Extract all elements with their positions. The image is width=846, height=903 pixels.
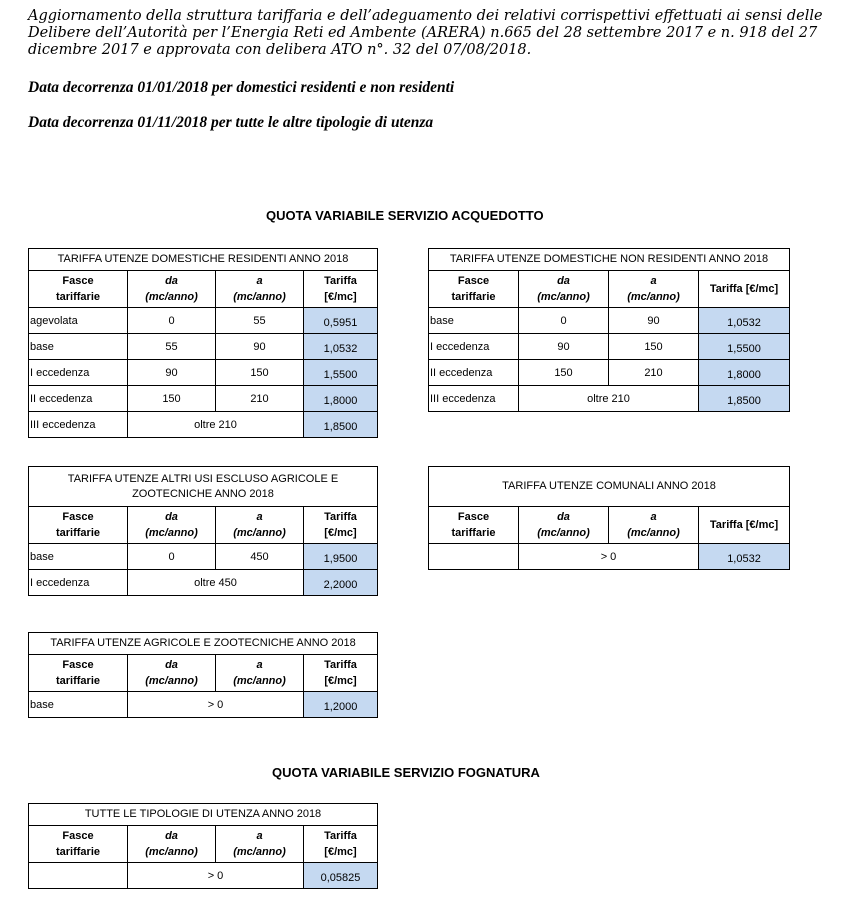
cell-fascia: III eccedenza bbox=[29, 412, 128, 438]
table-row bbox=[29, 360, 378, 386]
cell-fascia: I eccedenza bbox=[29, 360, 128, 386]
date-domestic: Data decorrenza 01/01/2018 per domestici residenti e non residenti bbox=[28, 79, 455, 96]
header-a: a (mc/anno) bbox=[216, 507, 304, 544]
cell-fascia: base bbox=[29, 544, 128, 570]
cell-da: 0 bbox=[519, 308, 609, 334]
cell-fascia: II eccedenza bbox=[429, 360, 519, 386]
cell-tariffa: 1,0532 bbox=[699, 308, 790, 334]
table-row bbox=[29, 308, 378, 334]
cell-da: 150 bbox=[519, 360, 609, 386]
cell-a: 450 bbox=[216, 544, 304, 570]
table-row bbox=[29, 863, 378, 889]
cell-range: > 0 bbox=[128, 863, 304, 889]
cell-tariffa: 1,5500 bbox=[699, 334, 790, 360]
header-tariffa: Tariffa [€/mc] bbox=[304, 826, 378, 863]
table-agricultural bbox=[28, 632, 378, 718]
header-fasce: Fasce tariffarie bbox=[29, 271, 128, 308]
section-title-fognatura: QUOTA VARIABILE SERVIZIO FOGNATURA bbox=[272, 765, 540, 780]
cell-tariffa: 1,0532 bbox=[699, 544, 790, 570]
cell-a: 150 bbox=[216, 360, 304, 386]
header-tariffa: Tariffa [€/mc] bbox=[304, 271, 378, 308]
cell-tariffa: 2,2000 bbox=[304, 570, 378, 596]
table-row bbox=[29, 334, 378, 360]
cell-tariffa: 1,8500 bbox=[304, 412, 378, 438]
cell-tariffa: 1,9500 bbox=[304, 544, 378, 570]
cell-tariffa: 1,8000 bbox=[304, 386, 378, 412]
header-fasce: Fasce tariffarie bbox=[429, 271, 519, 308]
table-row bbox=[29, 570, 378, 596]
table-title: TARIFFA UTENZE DOMESTICHE NON RESIDENTI ANNO 2018 bbox=[429, 249, 790, 271]
table-row bbox=[429, 386, 790, 412]
header-fasce: Fasce tariffarie bbox=[29, 655, 128, 692]
table-domestic-residents bbox=[28, 248, 378, 438]
cell-fascia: base bbox=[429, 308, 519, 334]
cell-a: 150 bbox=[609, 334, 699, 360]
header-da: da (mc/anno) bbox=[128, 507, 216, 544]
cell-tariffa: 0,05825 bbox=[304, 863, 378, 889]
header-fasce: Fasce tariffarie bbox=[429, 507, 519, 544]
cell-da: 0 bbox=[128, 544, 216, 570]
cell-tariffa: 1,5500 bbox=[304, 360, 378, 386]
header-a: a (mc/anno) bbox=[609, 507, 699, 544]
cell-a: 90 bbox=[216, 334, 304, 360]
cell-tariffa: 1,0532 bbox=[304, 334, 378, 360]
table-row bbox=[429, 544, 790, 570]
cell-a: 210 bbox=[609, 360, 699, 386]
header-fasce: Fasce tariffarie bbox=[29, 826, 128, 863]
table-row bbox=[29, 544, 378, 570]
cell-da: 90 bbox=[128, 360, 216, 386]
header-da: da (mc/anno) bbox=[128, 826, 216, 863]
cell-a: 90 bbox=[609, 308, 699, 334]
table-row bbox=[29, 692, 378, 718]
header-a: a (mc/anno) bbox=[216, 826, 304, 863]
cell-fascia: agevolata bbox=[29, 308, 128, 334]
table-sewerage bbox=[28, 803, 378, 889]
header-tariffa: Tariffa [€/mc] bbox=[304, 507, 378, 544]
cell-range: > 0 bbox=[128, 692, 304, 718]
cell-fascia: base bbox=[29, 334, 128, 360]
header-a: a (mc/anno) bbox=[216, 271, 304, 308]
cell-a: 55 bbox=[216, 308, 304, 334]
section-title-acquedotto: QUOTA VARIABILE SERVIZIO ACQUEDOTTO bbox=[266, 208, 544, 223]
cell-fascia: I eccedenza bbox=[429, 334, 519, 360]
table-domestic-non-residents bbox=[428, 248, 790, 412]
table-title: TARIFFA UTENZE DOMESTICHE RESIDENTI ANNO 2018 bbox=[29, 249, 378, 271]
cell-tariffa: 0,5951 bbox=[304, 308, 378, 334]
header-tariffa: Tariffa [€/mc] bbox=[699, 507, 790, 544]
intro-paragraph: Aggiornamento della struttura tariffaria e dell’adeguamento dei relativi corrispettivi effettuati ai sensi delle Delibere dell’Autorità per l’Energia Reti ed Ambente (ARERA) n.665 del 28 settembre 2017 e n. 918 del 27 dicembre 2017 e approvata con delibera ATO n°. 32 del 07/08/2018. bbox=[28, 8, 823, 58]
cell-da: 55 bbox=[128, 334, 216, 360]
header-tariffa: Tariffa [€/mc] bbox=[699, 271, 790, 308]
cell-range: oltre 450 bbox=[128, 570, 304, 596]
cell-tariffa: 1,8500 bbox=[699, 386, 790, 412]
cell-fascia bbox=[429, 544, 519, 570]
cell-tariffa: 1,2000 bbox=[304, 692, 378, 718]
cell-range: oltre 210 bbox=[128, 412, 304, 438]
cell-range: oltre 210 bbox=[519, 386, 699, 412]
header-a: a (mc/anno) bbox=[216, 655, 304, 692]
cell-da: 90 bbox=[519, 334, 609, 360]
table-row bbox=[29, 386, 378, 412]
cell-fascia: base bbox=[29, 692, 128, 718]
cell-tariffa: 1,8000 bbox=[699, 360, 790, 386]
table-title: TARIFFA UTENZE COMUNALI ANNO 2018 bbox=[429, 467, 790, 507]
header-da: da (mc/anno) bbox=[128, 271, 216, 308]
header-da: da (mc/anno) bbox=[519, 507, 609, 544]
cell-da: 150 bbox=[128, 386, 216, 412]
table-row bbox=[29, 412, 378, 438]
cell-fascia: II eccedenza bbox=[29, 386, 128, 412]
table-row bbox=[429, 360, 790, 386]
table-other-uses bbox=[28, 466, 378, 596]
cell-range: > 0 bbox=[519, 544, 699, 570]
table-title: TARIFFA UTENZE ALTRI USI ESCLUSO AGRICOLE E ZOOTECNICHE ANNO 2018 bbox=[29, 467, 378, 507]
header-fasce: Fasce tariffarie bbox=[29, 507, 128, 544]
header-tariffa: Tariffa [€/mc] bbox=[304, 655, 378, 692]
header-da: da (mc/anno) bbox=[128, 655, 216, 692]
table-municipal bbox=[428, 466, 790, 570]
table-row bbox=[429, 308, 790, 334]
cell-fascia bbox=[29, 863, 128, 889]
header-a: a (mc/anno) bbox=[609, 271, 699, 308]
header-da: da (mc/anno) bbox=[519, 271, 609, 308]
cell-a: 210 bbox=[216, 386, 304, 412]
cell-fascia: I eccedenza bbox=[29, 570, 128, 596]
table-row bbox=[429, 334, 790, 360]
table-title: TUTTE LE TIPOLOGIE DI UTENZA ANNO 2018 bbox=[29, 804, 378, 826]
cell-fascia: III eccedenza bbox=[429, 386, 519, 412]
table-title: TARIFFA UTENZE AGRICOLE E ZOOTECNICHE ANNO 2018 bbox=[29, 633, 378, 655]
date-other: Data decorrenza 01/11/2018 per tutte le altre tipologie di utenza bbox=[28, 114, 434, 131]
cell-da: 0 bbox=[128, 308, 216, 334]
